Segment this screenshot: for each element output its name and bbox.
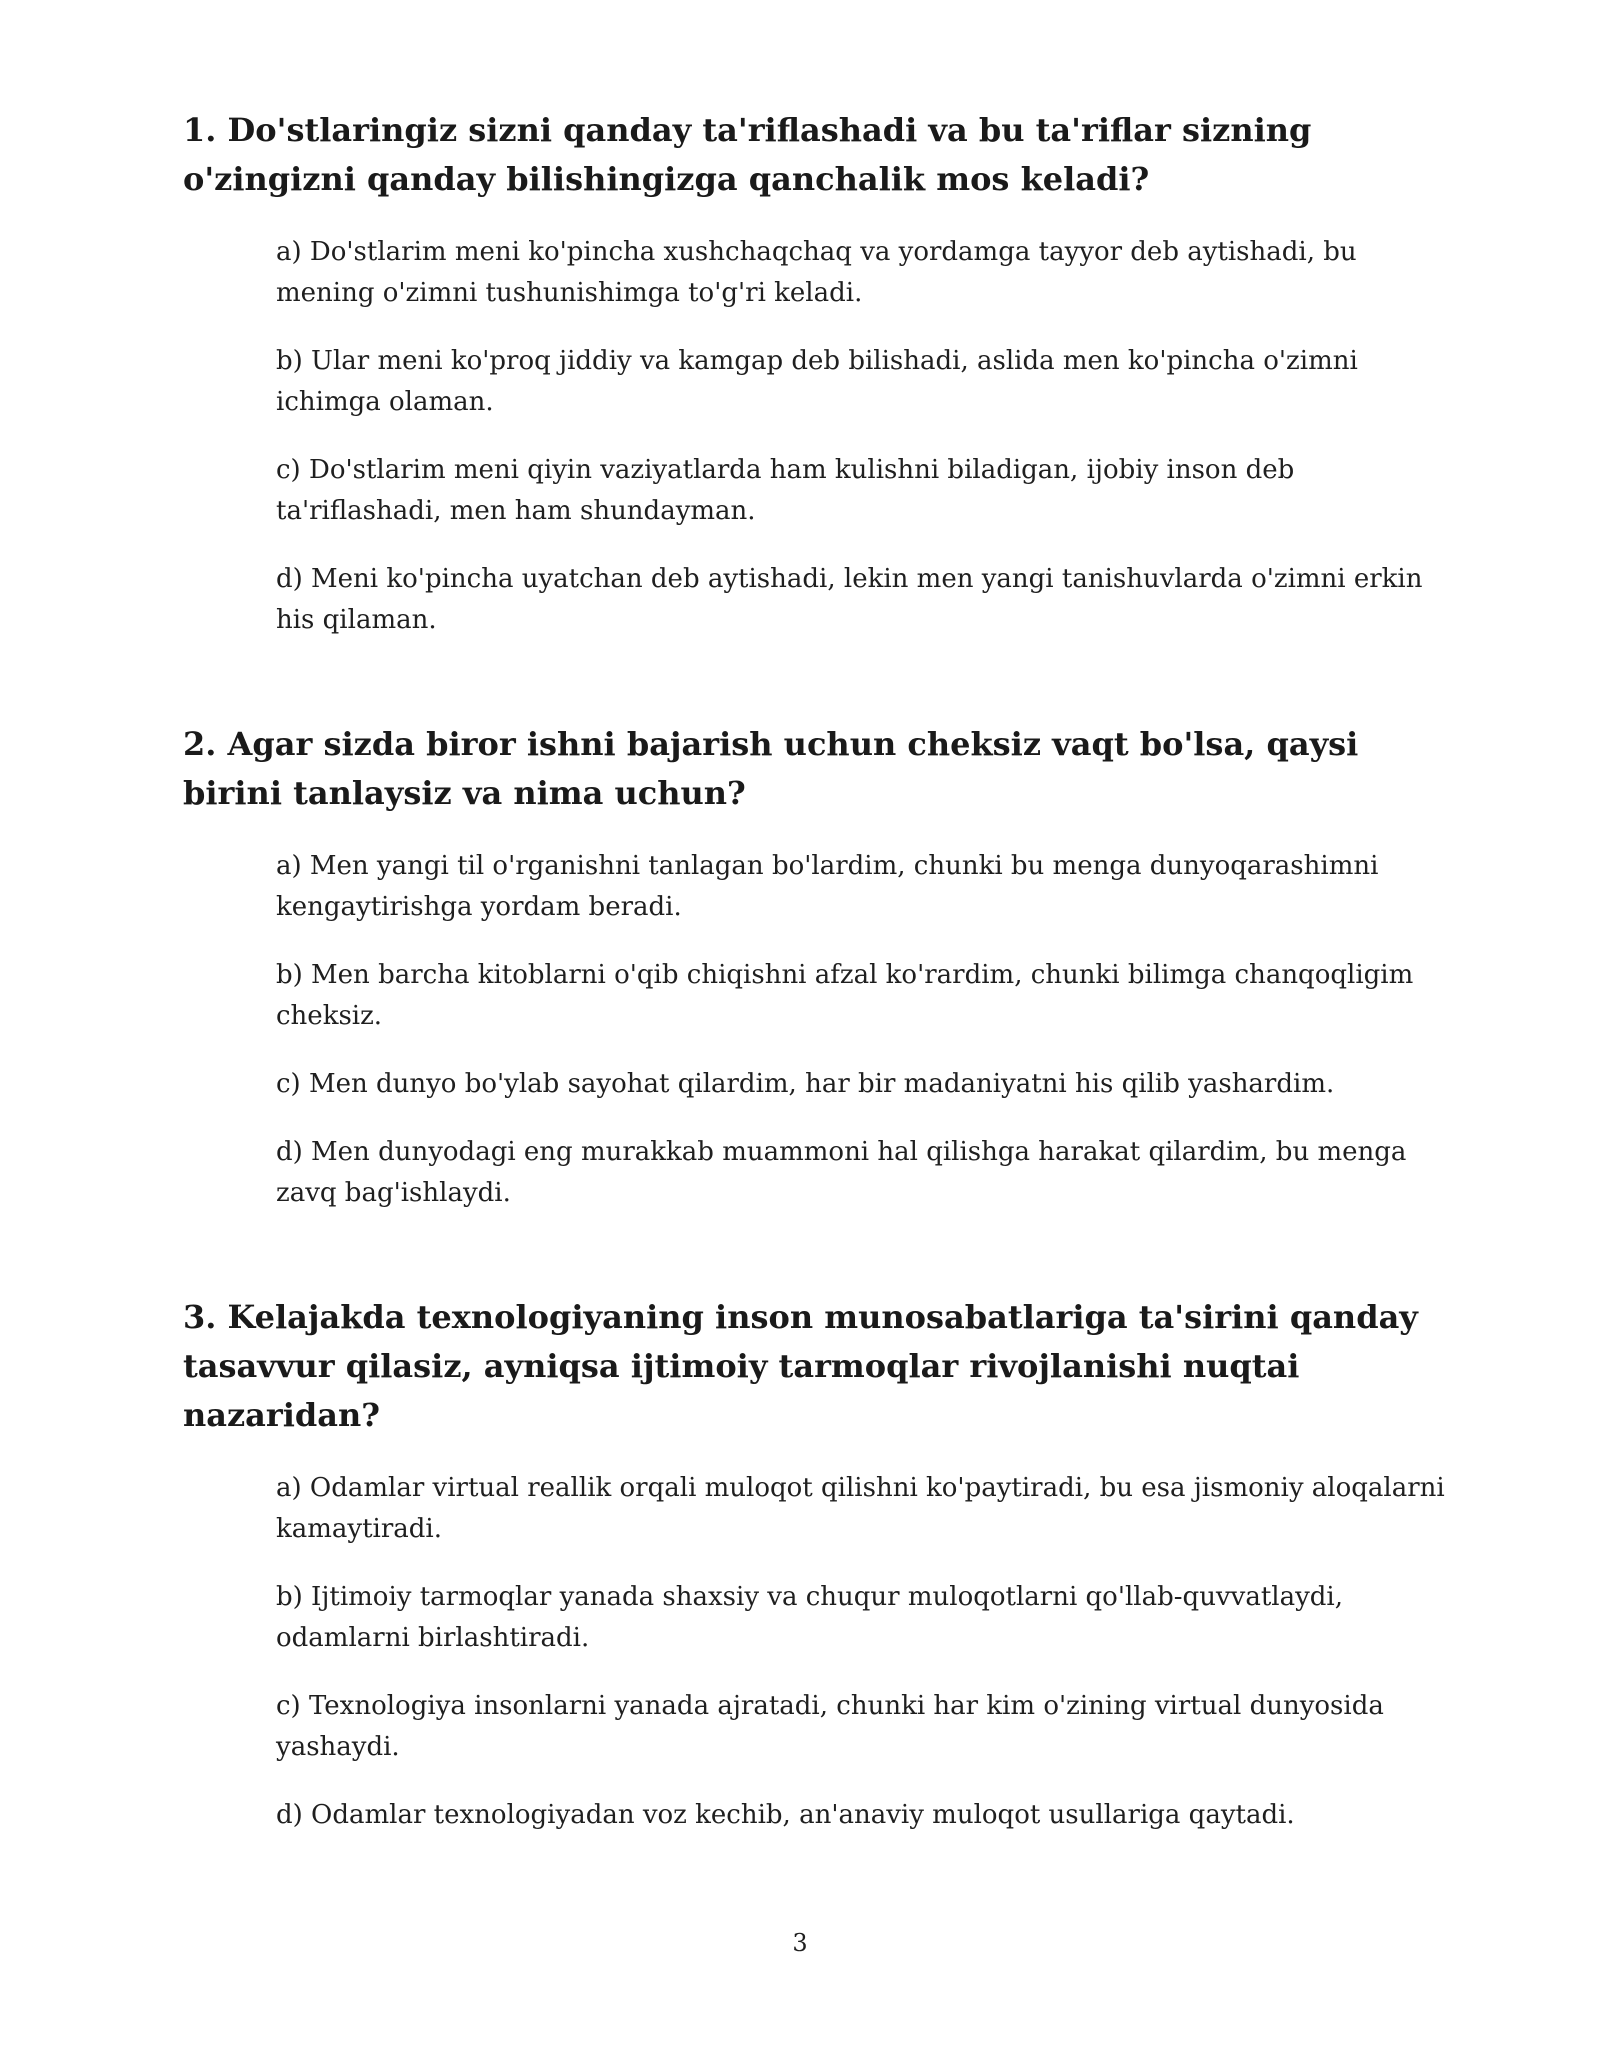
answer-option-b: b) Men barcha kitoblarni o'qib chiqishni afzal ko'rardim, chunki bilimga chanqoqligim cheksiz. bbox=[276, 960, 1414, 1031]
question-2 bbox=[183, 720, 1443, 1214]
question-1 bbox=[183, 106, 1443, 641]
answer-option-c: c) Texnologiya insonlarni yanada ajratadi, chunki har kim o'zining virtual dunyosida yashaydi. bbox=[276, 1691, 1384, 1762]
answer-option-a: a) Men yangi til o'rganishni tanlagan bo'lardim, chunki bu menga dunyoqarashimni kengaytirishga yordam beradi. bbox=[276, 851, 1379, 922]
question-3 bbox=[183, 1293, 1443, 1836]
answer-options bbox=[276, 232, 1443, 641]
answer-options bbox=[276, 1468, 1443, 1836]
question-title: 1. Do'stlaringiz sizni qanday ta'riflashadi va bu ta'riflar sizning o'zingizni qanday bilishingizga qanchalik mos keladi? bbox=[183, 111, 1312, 198]
answer-option-b: b) Ular meni ko'proq jiddiy va kamgap deb bilishadi, aslida men ko'pincha o'zimni ichimga olaman. bbox=[276, 346, 1358, 417]
question-title: 3. Kelajakda texnologiyaning inson munosabatlariga ta'sirini qanday tasavvur qilasiz, ayniqsa ijtimoiy tarmoqlar rivojlanishi nuqtai nazaridan? bbox=[183, 1298, 1418, 1434]
question-title: 2. Agar sizda biror ishni bajarish uchun cheksiz vaqt bo'lsa, qaysi birini tanlaysiz va nima uchun? bbox=[183, 725, 1359, 812]
answer-option-a: a) Odamlar virtual reallik orqali muloqot qilishni ko'paytiradi, bu esa jismoniy aloqalarni kamaytiradi. bbox=[276, 1473, 1445, 1544]
answer-option-d: d) Odamlar texnologiyadan voz kechib, an'anaviy muloqot usullariga qaytadi. bbox=[276, 1800, 1295, 1830]
answer-option-c: c) Men dunyo bo'ylab sayohat qilardim, har bir madaniyatni his qilib yashardim. bbox=[276, 1069, 1335, 1099]
answer-option-b: b) Ijtimoiy tarmoqlar yanada shaxsiy va chuqur muloqotlarni qo'llab-quvvatlaydi, odamlarni birlashtiradi. bbox=[276, 1582, 1343, 1653]
answer-option-a: a) Do'stlarim meni ko'pincha xushchaqchaq va yordamga tayyor deb aytishadi, bu mening o'zimni tushunishimga to'g'ri keladi. bbox=[276, 237, 1357, 308]
answer-options bbox=[276, 846, 1443, 1214]
answer-option-d: d) Meni ko'pincha uyatchan deb aytishadi, lekin men yangi tanishuvlarda o'zimni erkin his qilaman. bbox=[276, 564, 1423, 635]
answer-option-c: c) Do'stlarim meni qiyin vaziyatlarda ham kulishni biladigan, ijobiy inson deb ta'riflashadi, men ham shundayman. bbox=[276, 455, 1295, 526]
answer-option-d: d) Men dunyodagi eng murakkab muammoni hal qilishga harakat qilardim, bu menga zavq bag'ishlaydi. bbox=[276, 1137, 1407, 1208]
page-number: 3 bbox=[792, 1929, 808, 1957]
